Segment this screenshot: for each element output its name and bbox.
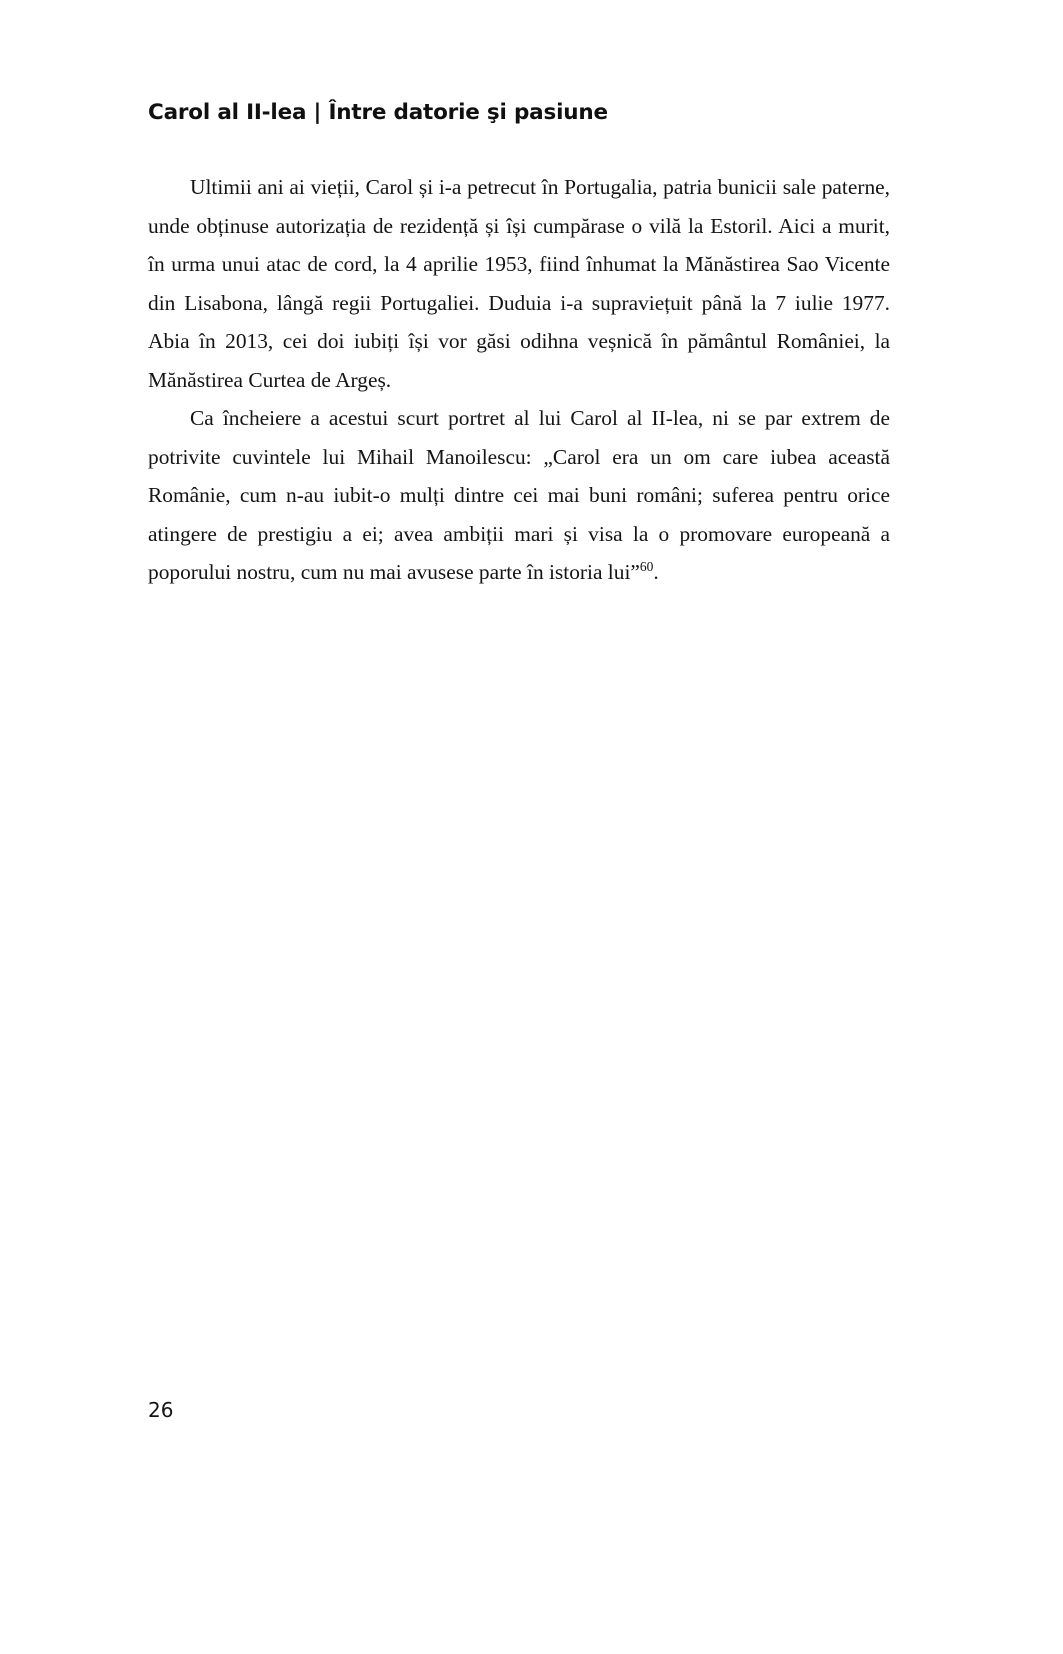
paragraph-2-tail: .: [653, 560, 659, 584]
paragraph-2: [148, 399, 890, 592]
running-head: Carol al II-lea | Între datorie şi pasiune: [148, 100, 608, 125]
paragraph-2-text: Ca încheiere a acestui scurt portret al lui Carol al II-lea, ni se par extrem de potrivite cuvintele lui Mihail Manoilescu: „Carol era un om care iubea această Românie, cum n-au iubit-o mulți dintre cei mai buni români; suferea pentru orice atingere de prestigiu a ei; avea ambiții mari și visa la o promovare europeană a poporului nostru, cum nu mai avusese parte în istoria lui”: [148, 406, 890, 584]
body-text: [148, 168, 890, 592]
paragraph-1: Ultimii ani ai vieții, Carol și i-a petrecut în Portugalia, patria bunicii sale paterne, unde obținuse autorizația de rezidență și își cumpărase o vilă la Estoril. Aici a murit, în urma unui atac de cord, la 4 aprilie 1953, fiind înhumat la Mănăstirea Sao Vicente din Lisabona, lângă regii Portugaliei. Duduia i-a supraviețuit până la 7 iulie 1977. Abia în 2013, cei doi iubiți își vor găsi odihna veșnică în pământul României, la Mănăstirea Curtea de Argeș.: [148, 175, 890, 392]
page-number: 26: [148, 1398, 174, 1422]
footnote-reference: 60: [639, 558, 654, 574]
